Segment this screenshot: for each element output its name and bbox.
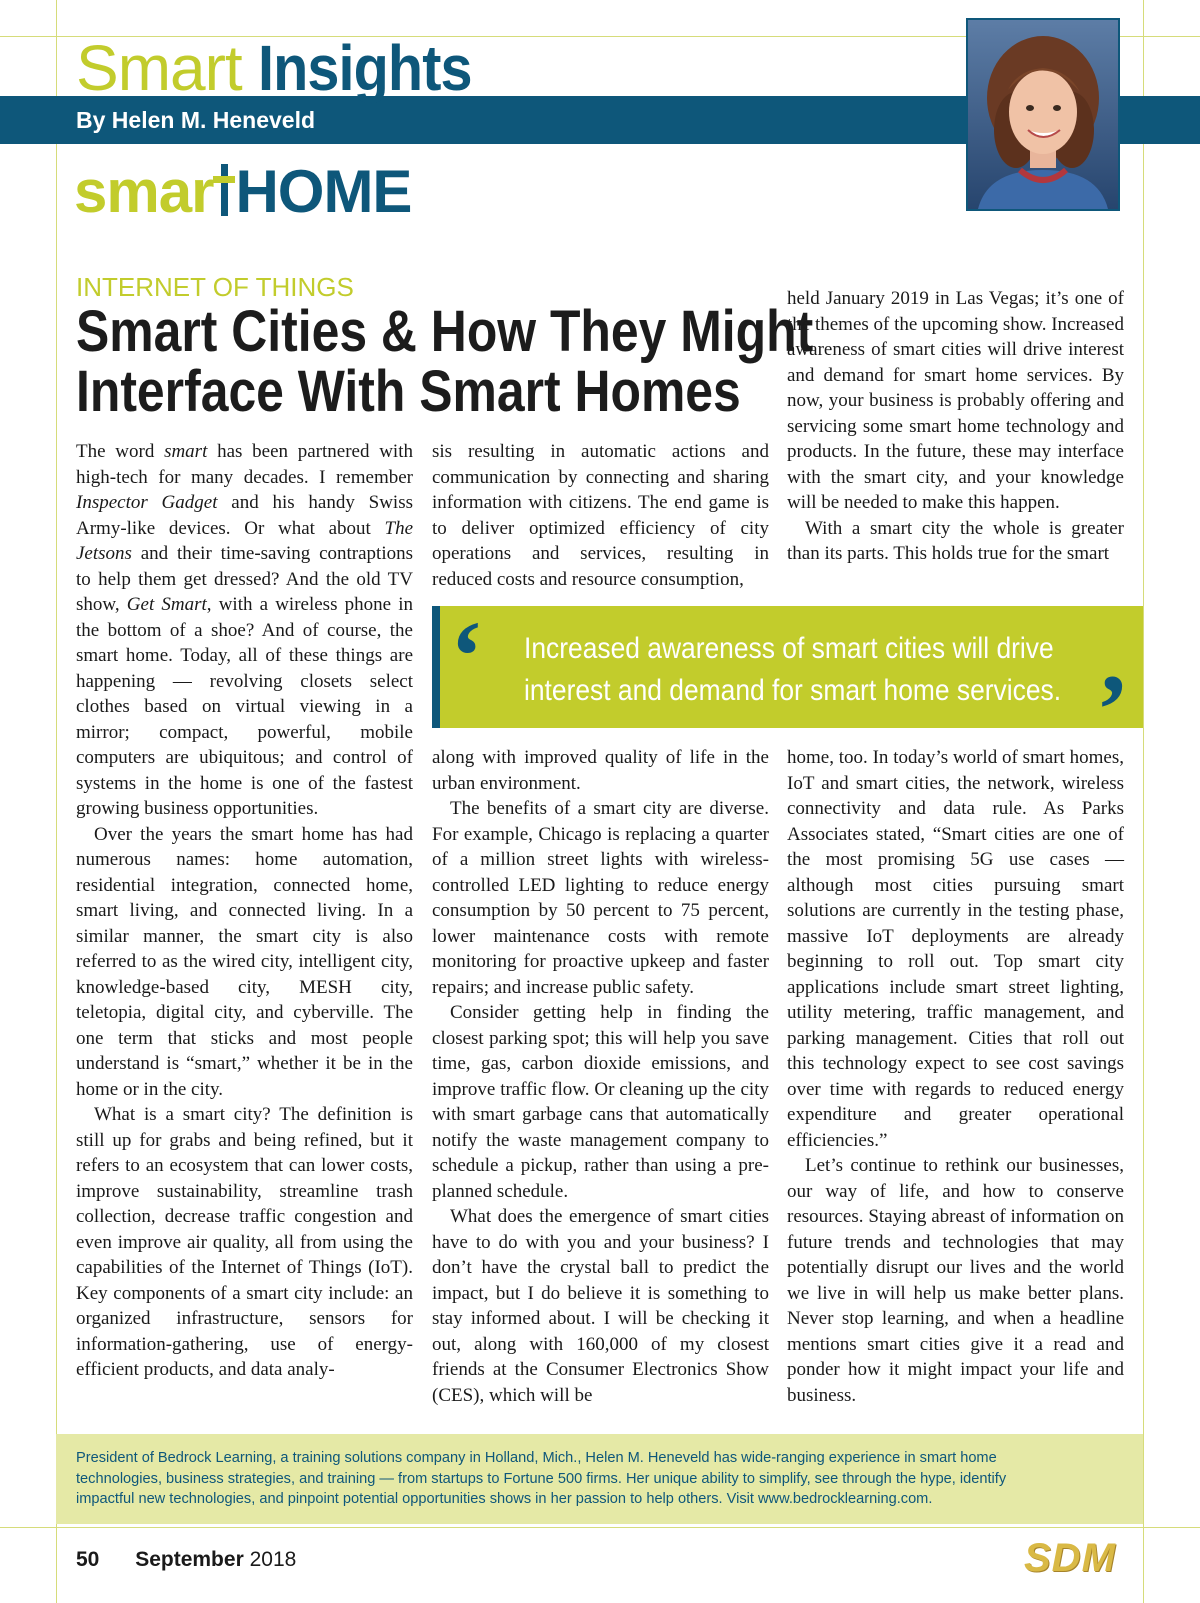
- paragraph: sis resulting in automatic actions and communication by connecting and sharing information with citizens. The end game is to deliver optimized efficiency of city operations and services, resulting in reduced costs and resource consumption,: [432, 441, 769, 590]
- masthead-smart: Smart: [76, 32, 242, 104]
- issue-month: September: [135, 1548, 244, 1571]
- smarthome-logo: [74, 154, 411, 230]
- open-quote-icon: ‘: [450, 600, 484, 711]
- issue-year: 2018: [249, 1548, 297, 1571]
- paragraph: What is a smart city? The definition is still up for grabs and being refined, but it refers to an ecosystem that can lower costs, improve sustainability, streamline trash collection, decrease traffic congestion and even improve air quality, all from using the capabilities of the Internet of Things (IoT). Key components of a smart city include: an organized infrastructure, sensors for information-gathering, use of energy-efficient products, and data analy-: [76, 1104, 413, 1380]
- paragraph: With a smart city the whole is greater than its parts. This holds true for the smart: [787, 517, 1124, 564]
- article-column-3-bottom: [787, 745, 1124, 1408]
- pull-quote-text: [524, 628, 1084, 712]
- page-number: 50: [76, 1548, 100, 1571]
- close-quote-icon: ’: [1096, 654, 1130, 765]
- pull-quote-line: interest and demand for smart home services.: [524, 674, 1062, 707]
- article-column-2-top: [432, 439, 769, 592]
- author-byline: By Helen M. Heneveld: [76, 107, 316, 133]
- paragraph: held January 2019 in Las Vegas; it’s one of the themes of the upcoming show. Increased awareness of smart cities will drive interest and demand for smart home services. By now, your business is probably offering and servicing some smart home technology and products. In the future, these may interface with the smart city, and your knowledge will be needed to make this happen.: [787, 288, 1124, 513]
- margin-rule-bottom: [0, 1527, 1200, 1528]
- paragraph: Consider getting help in finding the closest parking spot; this will help you save time, gas, carbon dioxide emissions, and improve traffic flow. Or cleaning up the city with smart garbage cans that automatically notify the waste management company to schedule a pickup, rather than using a pre-planned schedule.: [432, 1002, 769, 1202]
- bio-line: impactful new technologies, and pinpoint potential opportunities shows in her passion to help others. Visit www.bedrocklearning.com.: [76, 1491, 933, 1507]
- author-bio-text: [76, 1448, 1124, 1510]
- pull-quote-line: Increased awareness of smart cities will drive: [524, 632, 1054, 665]
- author-portrait-image: [968, 20, 1118, 209]
- paragraph: home, too. In today’s world of smart homes, IoT and smart cities, the network, wireless connectivity and data rule. As Parks Associates stated, “Smart cities are one of the most promising 5G use cases — although most cities pursuing smart solutions are currently in the testing phase, massive IoT deployments are already beginning to roll out. Top smart city applications include smart street lighting, utility metering, traffic management, and parking management. Cities that roll out this technology expect to see cost savings over time with regards to reduced energy expenditure and greater operational efficiencies.”: [787, 747, 1124, 1151]
- article-column-3-top: [787, 286, 1124, 567]
- headline-line: Smart Cities & How They Might: [76, 299, 814, 364]
- pull-quote-accent-bar: [432, 606, 440, 728]
- logo-plus-icon: [213, 162, 235, 216]
- paragraph: The word smart has been partnered with high-tech for many decades. I remember Inspector Gadget and his handy Swiss Army-like devices. Or what about The Jetsons and their time-saving contraptions to help them get dressed? And the old TV show, Get Smart, with a wireless phone in the bottom of a shoe? And of course, the smart home. Today, all of these things are happening — revolving closets select clothes based on virtual viewing in a mirror; compact, powerful, mobile computers are ubiquitous; and control of systems in the home is one of the fastest growing business opportunities.: [76, 441, 413, 819]
- bio-line: President of Bedrock Learning, a training solutions company in Holland, Mich., Helen M. Heneveld has wide-ranging experience in smart home: [76, 1450, 997, 1466]
- logo-home: HOME: [235, 158, 412, 225]
- column-masthead: [76, 30, 496, 106]
- paragraph: along with improved quality of life in the urban environment.: [432, 747, 769, 794]
- paragraph: The benefits of a smart city are diverse. For example, Chicago is replacing a quarter of a million street lights with wireless-controlled LED lighting to reduce energy consumption by 50 percent to 75 percent, lower maintenance costs with remote monitoring for proactive upkeep and faster repairs; and increase public safety.: [432, 798, 769, 998]
- paragraph: Let’s continue to rethink our businesses, our way of life, and how to conserve resources. Staying abreast of information on future trends and technologies that may potentially disrupt our lives and the world we live in will help us make better plans. Never stop learning, and when a headline mentions smart cities give it a read and ponder how it might impact your life and business.: [787, 1155, 1124, 1406]
- paragraph: What does the emergence of smart cities have to do with you and your business? I don’t have the crystal ball to predict the impact, but I do believe it is something to stay informed about. I will be checking it out, along with 160,000 of my closest friends at the Consumer Electronics Show (CES), which will be: [432, 1206, 769, 1406]
- logo-smar: smar: [74, 158, 214, 225]
- masthead-insights: Insights: [258, 32, 473, 104]
- article-column-2-bottom: [432, 745, 769, 1408]
- article-kicker: INTERNET OF THINGS: [76, 272, 354, 302]
- headline-line: Interface With Smart Homes: [76, 359, 741, 424]
- author-photo: [966, 18, 1120, 211]
- paragraph: Over the years the smart home has had numerous names: home automation, residential integration, connected home, smart living, and connected living. In a similar manner, the smart city is also referred to as the wired city, intelligent city, knowledge-based city, MESH city, teletopia, digital city, and cyberville. The one term that sticks and most people understand is “smart,” whether it be in the home or in the city.: [76, 823, 413, 1100]
- bio-line: technologies, business strategies, and training — from startups to Fortune 500 firms. Her unique ability to simplify, see through the hype, identify: [76, 1470, 1007, 1487]
- margin-rule-right: [1143, 0, 1144, 1603]
- sdm-logo: SDM: [1024, 1536, 1116, 1580]
- article-column-1: [76, 439, 413, 1383]
- article-headline: [76, 299, 814, 424]
- margin-rule-left: [56, 0, 57, 1603]
- page-folio: [76, 1546, 296, 1574]
